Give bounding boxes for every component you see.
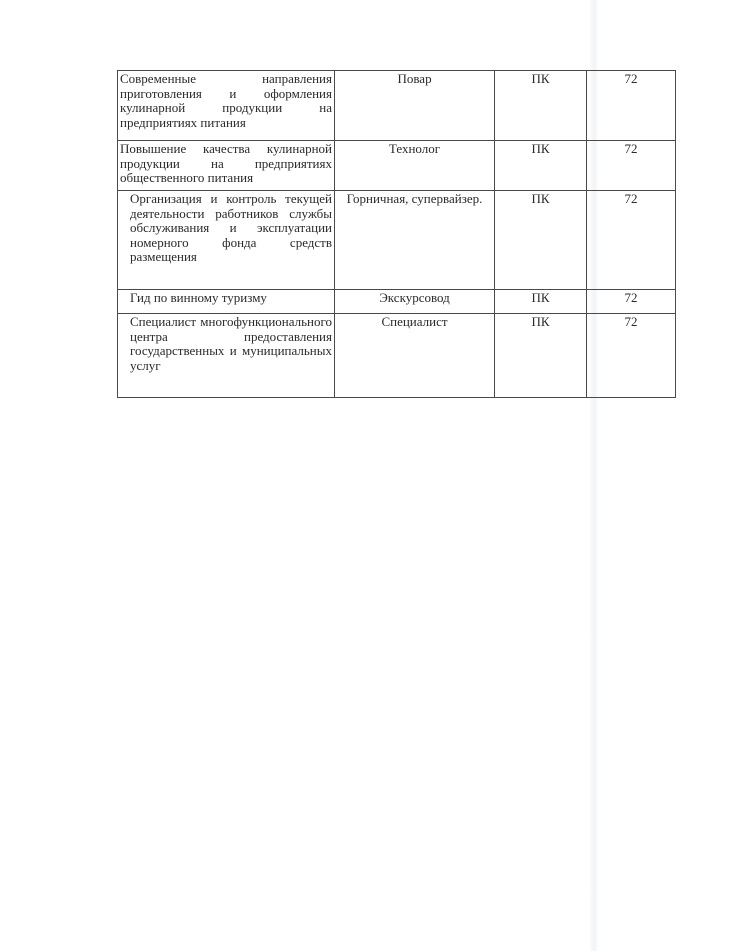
course-name-cell xyxy=(118,141,335,191)
hours-cell: 72 xyxy=(587,314,676,398)
course-name: Специалист многофункционального центра предоставления государственных и муниципальных услуг xyxy=(130,314,332,373)
qualification-cell: Повар xyxy=(335,71,495,141)
course-name-cell xyxy=(118,191,335,290)
qualification-cell: Экскурсовод xyxy=(335,290,495,314)
courses-table xyxy=(117,70,676,398)
hours-cell: 72 xyxy=(587,191,676,290)
qualification-cell: Технолог xyxy=(335,141,495,191)
table-row xyxy=(118,191,676,290)
course-name: Повышение качества кулинарной продукции на предприятиях общественного питания xyxy=(120,141,332,185)
program-type-cell: ПК xyxy=(495,71,587,141)
course-name: Организация и контроль текущей деятельности работников службы обслуживания и эксплуатации номерного фонда средств размещения xyxy=(130,191,332,264)
table-row xyxy=(118,71,676,141)
program-type-cell: ПК xyxy=(495,141,587,191)
course-name-cell xyxy=(118,71,335,141)
table-row xyxy=(118,141,676,191)
hours-cell: 72 xyxy=(587,290,676,314)
course-name: Гид по винному туризму xyxy=(130,290,267,305)
hours-cell: 72 xyxy=(587,141,676,191)
program-type-cell: ПК xyxy=(495,314,587,398)
hours-cell: 72 xyxy=(587,71,676,141)
program-type-cell: ПК xyxy=(495,191,587,290)
qualification-cell: Специалист xyxy=(335,314,495,398)
course-name: Современные направления приготовления и оформления кулинарной продукции на предприятиях питания xyxy=(120,71,332,130)
table-row xyxy=(118,314,676,398)
course-name-cell xyxy=(118,290,335,314)
course-name-cell xyxy=(118,314,335,398)
table-row xyxy=(118,290,676,314)
qualification-cell: Горничная, супервайзер. xyxy=(335,191,495,290)
program-type-cell: ПК xyxy=(495,290,587,314)
